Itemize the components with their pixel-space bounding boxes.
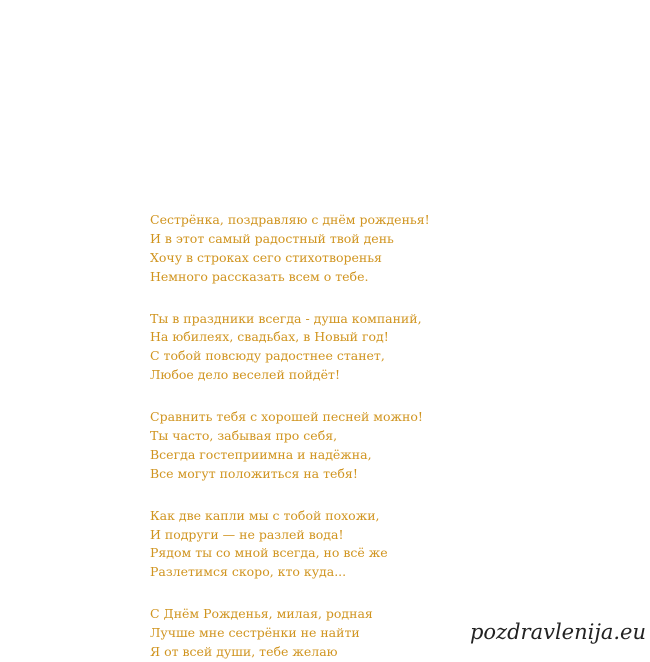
poem-line: Сравнить тебя с хорошей песней можно! — [150, 409, 423, 425]
poem-stanza-4 — [150, 507, 630, 583]
poem-stanza-2 — [150, 310, 630, 386]
poem-line: Я от всей души, тебе желаю — [150, 644, 338, 660]
poem-line: И в этот самый радостный твой день — [150, 230, 394, 246]
poem — [150, 211, 630, 660]
poem-line: Всегда гостеприимна и надёжна, — [150, 446, 372, 462]
poem-line: С Днём Рожденья, милая, родная — [150, 606, 373, 622]
poem-stanza-1 — [150, 211, 630, 287]
poem-line: Немного рассказать всем о тебе. — [150, 268, 369, 284]
poem-line: Рядом ты со мной всегда, но всё же — [150, 545, 388, 561]
poem-line: Хочу в строках сего стихотворенья — [150, 249, 382, 265]
poem-line: Ты часто, забывая про себя, — [150, 428, 338, 444]
poem-line: Лучше мне сестрёнки не найти — [150, 625, 360, 641]
poem-line: Все могут положиться на тебя! — [150, 465, 358, 481]
poem-line: Сестрёнка, поздравляю с днём рожденья! — [150, 212, 430, 227]
poem-stanza-3 — [150, 408, 630, 484]
poem-line: И подруги — не разлей вода! — [150, 526, 344, 542]
poem-line: Разлетимся скоро, кто куда... — [150, 564, 347, 580]
poem-line: Ты в праздники всегда - душа компаний, — [150, 310, 422, 326]
site-watermark: pozdravlenija.eu — [469, 620, 646, 644]
poem-line: Любое дело веселей пойдёт! — [150, 367, 340, 383]
poem-line: На юбилеях, свадьбах, в Новый год! — [150, 329, 389, 345]
poem-line: С тобой повсюду радостнее станет, — [150, 348, 385, 364]
poem-line: Как две капли мы с тобой похожи, — [150, 507, 380, 523]
